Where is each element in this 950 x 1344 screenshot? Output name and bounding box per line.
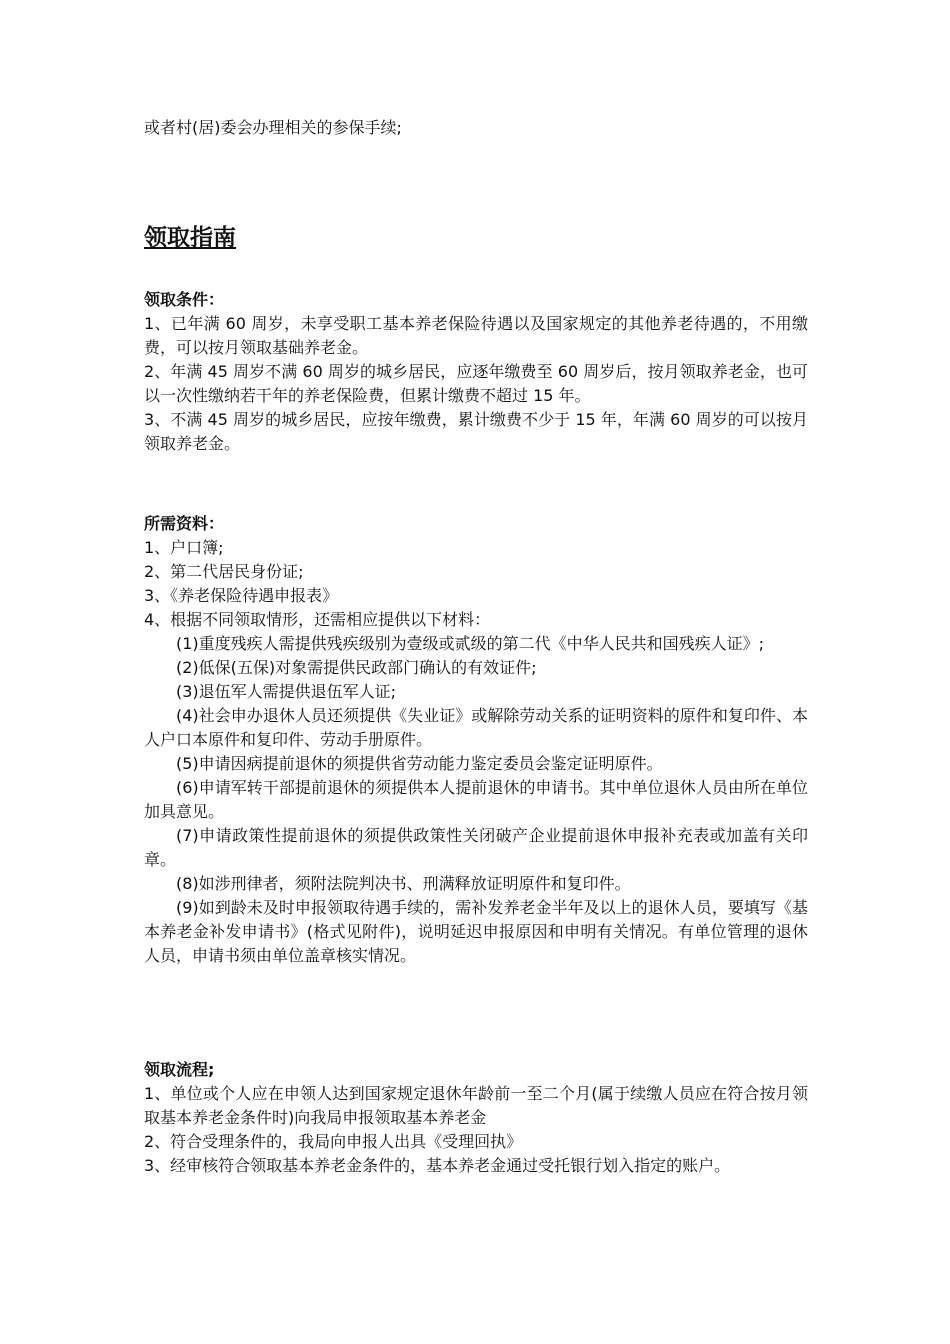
materials-subitem-2: (2)低保(五保)对象需提供民政部门确认的有效证件;: [176, 658, 537, 677]
materials-subitem-4: (4)社会申办退休人员还须提供《失业证》或解除劳动关系的证明资料的原件和复印件、本人户口本原件和复印件、劳动手册原件。: [144, 706, 808, 749]
intro-continuation: 或者村(居)委会办理相关的参保手续;: [144, 118, 402, 137]
materials-subitem-6: (6)申请军转干部提前退休的须提供本人提前退休的申请书。其中单位退休人员由所在单位加具意见。: [144, 778, 808, 821]
conditions-item-2: 2、年满 45 周岁不满 60 周岁的城乡居民，应逐年缴费至 60 周岁后，按月领取养老金，也可以一次性缴纳若干年的养老保险费，但累计缴费不超过 15 年。: [144, 362, 808, 405]
materials-subitem-8: (8)如涉刑律者，须附法院判决书、刑满释放证明原件和复印件。: [176, 874, 631, 893]
materials-label: 所需资料：: [144, 514, 225, 533]
materials-item-1: 1、户口簿;: [144, 538, 224, 557]
materials-item-2: 2、第二代居民身份证;: [144, 562, 304, 581]
process-item-2: 2、符合受理条件的，我局向申报人出具《受理回执》: [144, 1132, 523, 1151]
materials-section: [144, 512, 808, 968]
materials-item-4: 4、根据不同领取情形，还需相应提供以下材料：: [144, 610, 491, 629]
process-item-1: 1、单位或个人应在申领人达到国家规定退休年龄前一至二个月(属于续缴人员应在符合按月领取基本养老金条件时)向我局申报领取基本养老金: [144, 1084, 808, 1127]
materials-subitem-1: (1)重度残疾人需提供残疾级别为壹级或贰级的第二代《中华人民共和国残疾人证》;: [176, 634, 765, 653]
materials-subitem-3: (3)退伍军人需提供退伍军人证;: [176, 682, 397, 701]
process-label: 领取流程;: [144, 1060, 215, 1079]
process-section: [144, 1058, 808, 1178]
materials-item-3: 3、《养老保险待遇申报表》: [144, 586, 339, 605]
conditions-item-3: 3、不满 45 周岁的城乡居民，应按年缴费，累计缴费不少于 15 年，年满 60 周岁的可以按月领取养老金。: [144, 410, 808, 453]
conditions-item-1: 1、已年满 60 周岁，未享受职工基本养老保险待遇以及国家规定的其他养老待遇的，不用缴费，可以按月领取基础养老金。: [144, 314, 808, 357]
materials-subitem-7: (7)申请政策性提前退休的须提供政策性关闭破产企业提前退休申报补充表或加盖有关印章。: [144, 826, 808, 869]
process-item-3: 3、经审核符合领取基本养老金条件的，基本养老金通过受托银行划入指定的账户。: [144, 1156, 731, 1175]
section-title: 领取指南: [144, 225, 236, 251]
conditions-section: [144, 288, 808, 456]
materials-subitem-9: (9)如到龄未及时申报领取待遇手续的，需补发养老金半年及以上的退休人员，要填写《基本养老金补发申请书》(格式见附件)，说明延迟申报原因和申明有关情况。有单位管理的退休人员，申请书须由单位盖章核实情况。: [144, 898, 808, 965]
conditions-label: 领取条件：: [144, 290, 225, 309]
materials-subitem-5: (5)申请因病提前退休的须提供省劳动能力鉴定委员会鉴定证明原件。: [176, 754, 663, 773]
